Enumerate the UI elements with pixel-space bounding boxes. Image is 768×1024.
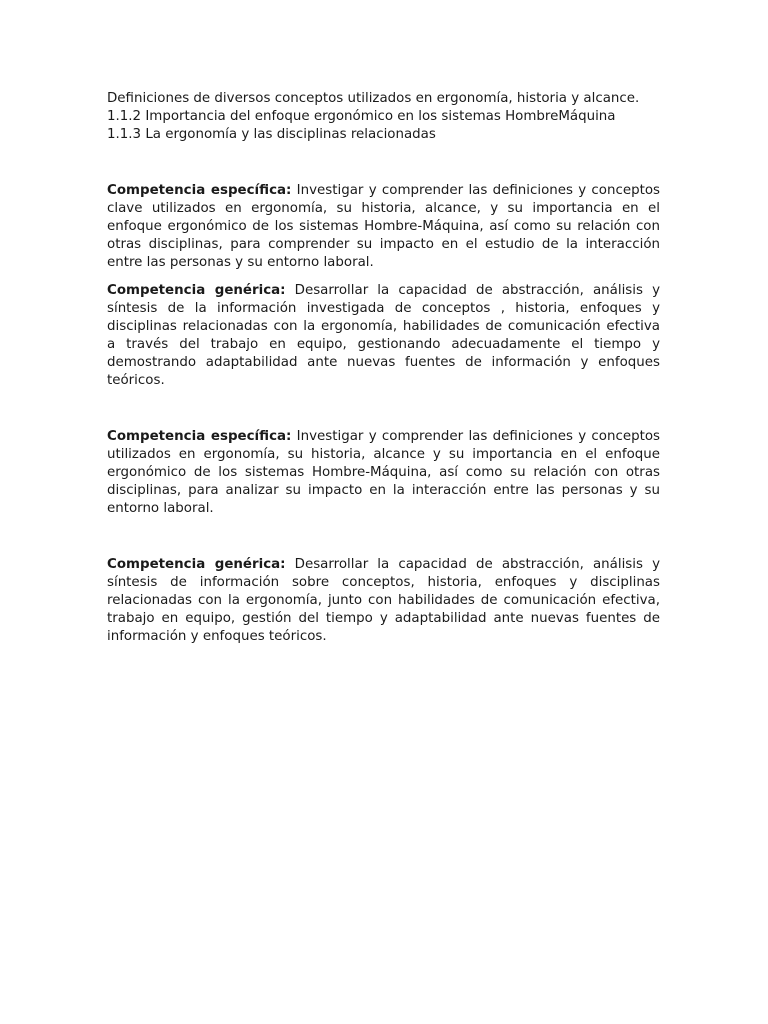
paragraph-text: Investigar y comprender las definiciones y conceptos clave utilizados en ergonomía, su historia, alcance, y su importancia en el enfoque ergonómico de los sistemas Hombre-Máquina, así como su relación con otras disciplinas, para comprender su impacto en el estudio de la interacción entre las personas y su entorno laboral. (107, 183, 660, 270)
paragraph-label: Competencia genérica: (107, 557, 286, 572)
topic-line-3: 1.1.3 La ergonomía y las disciplinas relacionadas (107, 127, 436, 142)
paragraph-label: Competencia específica: (107, 183, 292, 198)
generic-competency-paragraph-1 (107, 282, 660, 390)
specific-competency-paragraph-1 (107, 182, 660, 272)
paragraph-text: Investigar y comprender las definiciones y conceptos utilizados en ergonomía, su historia, alcance y su importancia en el enfoque ergonómico de los sistemas Hombre-Máquina, así como su relación con otras disciplinas, para analizar su impacto en la interacción entre las personas y su entorno laboral. (107, 429, 660, 516)
paragraph-text: Desarrollar la capacidad de abstracción, análisis y síntesis de la información investigada de conceptos , historia, enfoques y disciplinas relacionadas con la ergonomía, habilidades de comunicación efectiva a través del trabajo en equipo, gestionando adecuadamente el tiempo y demostrando adaptabilidad ante nuevas fuentes de información y enfoques teóricos. (107, 283, 660, 388)
paragraph-text: Desarrollar la capacidad de abstracción, análisis y síntesis de información sobre conceptos, historia, enfoques y disciplinas relacionadas con la ergonomía, junto con habilidades de comunicación efectiva, trabajo en equipo, gestión del tiempo y adaptabilidad ante nuevas fuentes de información y enfoques teóricos. (107, 557, 660, 644)
generic-competency-paragraph-2 (107, 556, 660, 646)
specific-competency-paragraph-2 (107, 428, 660, 518)
paragraph-label: Competencia genérica: (107, 283, 286, 298)
topic-line-2: 1.1.2 Importancia del enfoque ergonómico en los sistemas HombreMáquina (107, 109, 616, 124)
topic-line-1: Definiciones de diversos conceptos utilizados en ergonomía, historia y alcance. (107, 91, 640, 106)
paragraph-label: Competencia específica: (107, 429, 292, 444)
document-page (107, 90, 660, 646)
